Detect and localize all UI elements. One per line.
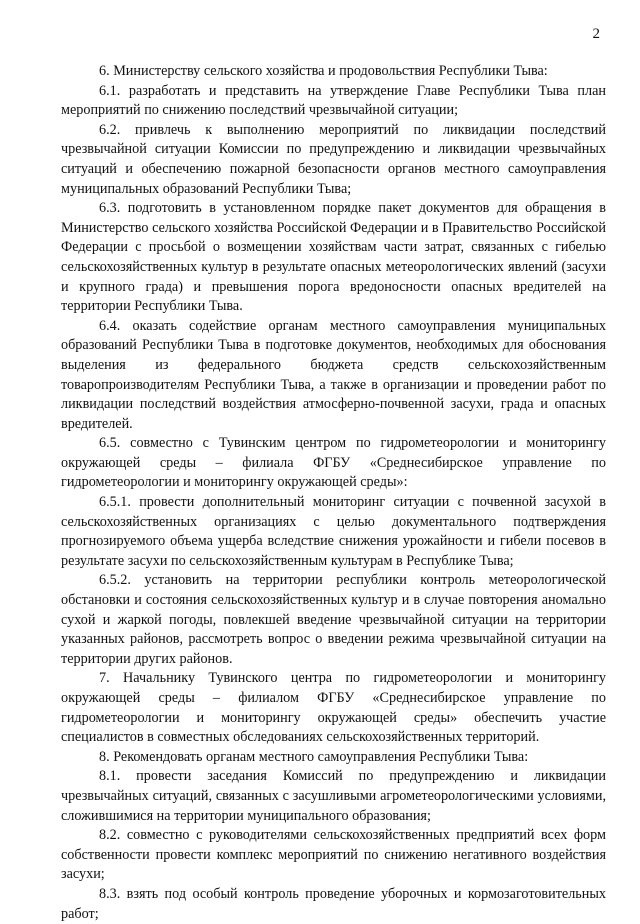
- paragraph-6-2: 6.2. привлечь к выполнению мероприятий по ликвидации последствий чрезвычайной ситуации Комиссии по предупреждению и ликвидации чрезвычайных ситуаций и обеспечению пожарной безопасности органов местного самоуправления муниципальных образований Республики Тыва;: [61, 121, 606, 197]
- paragraph-8-1: 8.1. провести заседания Комиссий по предупреждению и ликвидации чрезвычайных ситуаций, связанных с засушливыми агрометеорологическими условиями, сложившимися на территории муниципального образования;: [61, 768, 606, 824]
- paragraph-6-5-1: 6.5.1. провести дополнительный мониторинг ситуации с почвенной засухой в сельскохозяйственных организациях с целью документального подтверждения прогнозируемого объема ущерба вследствие снижения урожайности и гибели посевов в результате засухи по сельскохозяйственным культурам в Республике Тыва;: [61, 494, 606, 569]
- paragraph-7: 7. Начальнику Тувинского центра по гидрометеорологии и мониторингу окружающей среды – филиалом ФГБУ «Среднесибирское управление по гидрометеорологии и мониторингу окружающей среды» обеспечить участие специалистов в совместных обследованиях сельскохозяйственных территорий.: [61, 670, 606, 746]
- paragraph-6-3: 6.3. подготовить в установленном порядке пакет документов для обращения в Министерство сельского хозяйства Российской Федерации и в Правительство Российской Федерации с просьбой о возмещении хозяйствам части затрат, связанных с гибелью сельскохозяйственных культур в результате опасных метеорологических явлений (засухи и крупного града) и превышения порога вредоносности опасных вредителей на территории Республики Тыва.: [61, 200, 606, 315]
- paragraph-6-5-2: 6.5.2. установить на территории республики контроль метеорологической обстановки и состояния сельскохозяйственных культур и в случае повторения аномально сухой и жаркой погоды, повлекшей введение чрезвычайной ситуации на территории указанных районов, рассмотреть вопрос о введении режима чрезвычайной ситуации на территории других районов.: [61, 572, 606, 667]
- page-number: 2: [592, 26, 600, 42]
- document-body: [61, 62, 606, 924]
- paragraph-8-2: 8.2. совместно с руководителями сельскохозяйственных предприятий всех форм собственности провести комплекс мероприятий по снижению негативного воздействия засухи;: [61, 827, 606, 883]
- paragraph-8-3: 8.3. взять под особый контроль проведение уборочных и кормозаготовительных работ;: [61, 885, 606, 922]
- paragraph-6: 6. Министерству сельского хозяйства и продовольствия Республики Тыва:: [99, 63, 548, 79]
- paragraph-6-5: 6.5. совместно с Тувинским центром по гидрометеорологии и мониторингу окружающей среды – филиала ФГБУ «Среднесибирское управление по гидрометеорологии и мониторингу окружающей среды»:: [61, 435, 606, 491]
- paragraph-6-1: 6.1. разработать и представить на утверждение Главе Республики Тыва план мероприятий по снижению последствий чрезвычайной ситуации;: [61, 82, 606, 119]
- paragraph-8: 8. Рекомендовать органам местного самоуправления Республики Тыва:: [99, 748, 529, 765]
- paragraph-6-4: 6.4. оказать содействие органам местного самоуправления муниципальных образований Республики Тыва в подготовке документов, необходимых для обоснования выделения из федерального бюджета средств сельскохозяйственным товаропроизводителям Республики Тыва, а также в организации и проведении работ по ликвидации последствий воздействия атмосферно-почвенной засухи, града и опасных вредителей.: [61, 317, 606, 432]
